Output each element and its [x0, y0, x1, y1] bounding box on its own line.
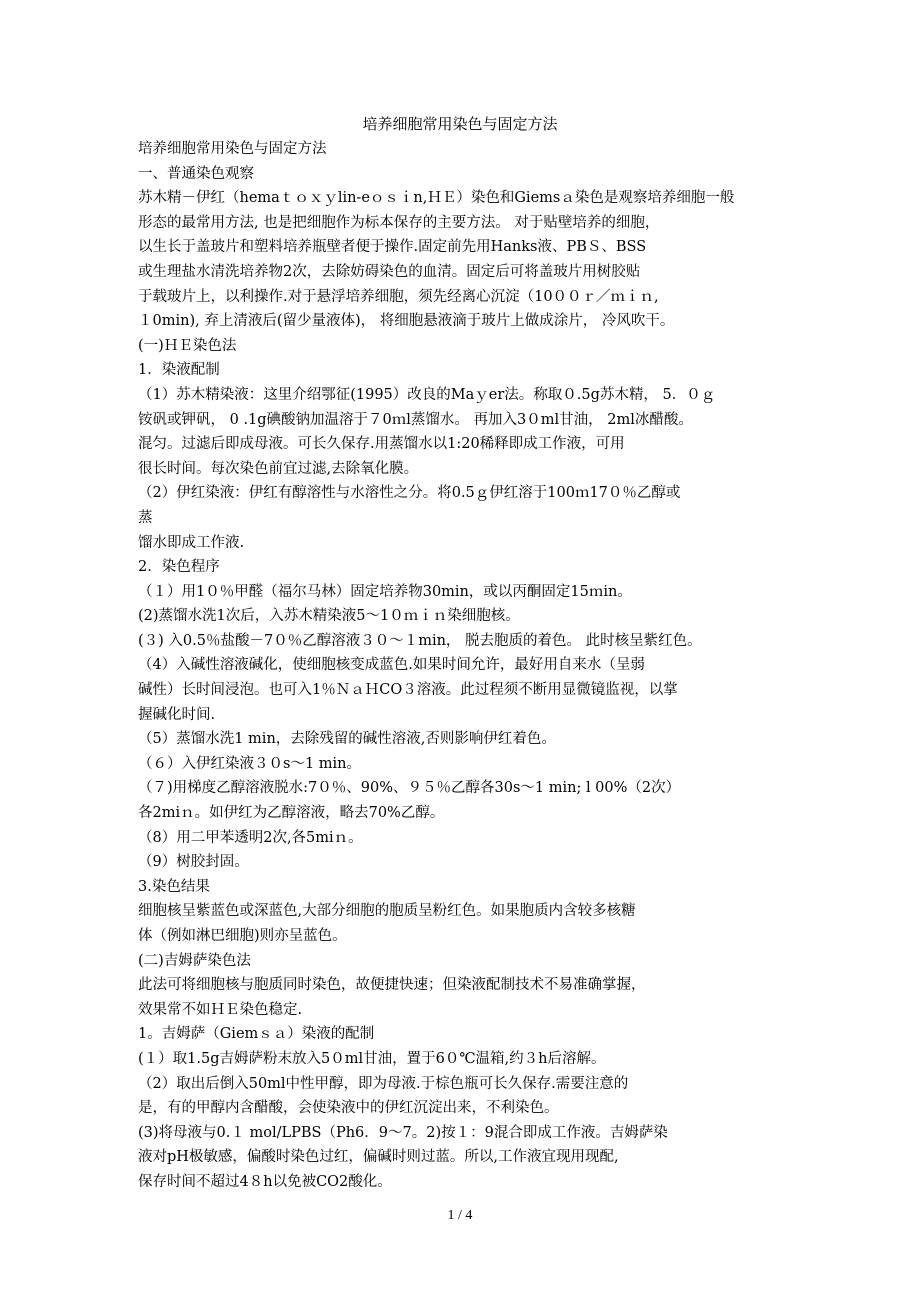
body-line: 此法可将细胞核与胞质同时染色，故便捷快速；但染液配制技术不易准确掌握， — [138, 977, 646, 994]
body-line: 液对pH极敏感，偏酸时染色过红，偏碱时则过蓝。所以,工作液宜现用现配, — [138, 1149, 619, 1166]
body-line: 苏木精－伊红（hemaｔｏｘｙlin-eｏｓｉn,ＨＥ）染色和Giemsａ染色是观察培养细胞一般 — [138, 190, 735, 207]
body-line: 是，有的甲醇内含醋酸，会使染液中的伊红沉淀出来，不利染色。 — [138, 1100, 559, 1117]
body-line: （9）树胶封固。 — [138, 854, 249, 871]
body-line: 细胞核呈紫蓝色或深蓝色,大部分细胞的胞质呈粉红色。如果胞质内含较多核糖 — [138, 903, 636, 920]
body-line: 很长时间。每次染色前宜过滤,去除氧化膜。 — [138, 460, 419, 477]
body-line: （７)用梯度乙醇溶液脱水:7０％、90%、９５％乙醇各30s～1 min; l 00%（2次） — [138, 780, 681, 797]
body-line: （8）用二甲苯透明2次,各5miｎ。 — [138, 829, 363, 846]
page-number: 1 / 4 — [447, 1208, 473, 1223]
body-line: 馏水即成工作液. — [138, 534, 245, 551]
body-line: （5）蒸馏水洗1 min，去除残留的碱性溶液,否则影响伊红着色。 — [138, 731, 556, 748]
body-line: （4）入碱性溶液碱化，使细胞核变成蓝色.如果时间允许，最好用自来水（呈弱 — [138, 657, 645, 674]
body-line: (3)将母液与0.１ mol/LPBS（Ph6．9～7。2)按１：9混合即成工作液。吉姆萨染 — [138, 1124, 668, 1141]
body-line: (二)吉姆萨染色法 — [138, 952, 251, 969]
document-title: 培养细胞常用染色与固定方法 — [362, 115, 558, 133]
body-line: (2)蒸馏水洗1次后，入苏木精染液5～1０ｍｉｎ染细胞核。 — [138, 608, 520, 625]
body-line: 以生长于盖玻片和塑料培养瓶壁者便于操作.固定前先用Hanks液、PBＳ、BSS — [138, 239, 647, 256]
body-line: 或生理盐水清洗培养物2次，去除妨碍染色的血清。固定后可将盖玻片用树胶贴 — [138, 263, 641, 280]
body-line: 保存时间不超过4８h以免被CO2酸化。 — [138, 1173, 392, 1190]
document-body — [138, 137, 778, 1195]
body-line: （2）伊红染液：伊红有醇溶性与水溶性之分。将0.5ｇ伊红溶于100ｍ17０％乙醇或 — [138, 485, 681, 502]
body-line: 于载玻片上，以利操作.对于悬浮培养细胞，须先经离心沉淀（10００ｒ／ｍｉｎ, — [138, 288, 659, 305]
body-line: 形态的最常用方法, 也是把细胞作为标本保存的主要方法。 对于贴壁培养的细胞， — [138, 214, 660, 231]
body-line: 握碱化时间. — [138, 706, 216, 723]
body-line: (１）取1.5g吉姆萨粉末放入5０ml甘油，置于6０℃温箱,约３h后溶解。 — [138, 1050, 606, 1067]
body-line: 蒸 — [138, 509, 153, 526]
body-line: １0min), 弃上清液后(留少量液体)， 将细胞悬液滴于玻片上做成涂片， 冷风吹干。 — [138, 313, 675, 330]
body-line: 体（例如淋巴细胞)则亦呈蓝色。 — [138, 928, 347, 944]
body-line: （2）取出后倒入50ml中性甲醇，即为母液.于棕色瓶可长久保存.需要注意的 — [138, 1075, 629, 1092]
body-line: 各2miｎ。如伊红为乙醇溶液，略去70%乙醇。 — [138, 805, 445, 822]
body-line: （６）入伊红染液３０s～1 min。 — [138, 755, 362, 772]
body-line: 1。吉姆萨（Giemｓａ）染液的配制 — [138, 1026, 375, 1043]
body-line: (一)ＨＥ染色法 — [138, 337, 237, 354]
body-line: 一、普通染色观察 — [138, 165, 254, 182]
body-line: 培养细胞常用染色与固定方法 — [138, 141, 327, 157]
body-line: (３) 入0.5％盐酸－7０％乙醇溶液３０～１min， 脱去胞质的着色。 此时核呈紫红色。 — [138, 632, 702, 649]
body-line: 2．染色程序 — [138, 559, 220, 576]
body-line: 效果常不如ＨＥ染色稳定. — [138, 1001, 303, 1018]
body-line: 1．染液配制 — [138, 362, 220, 379]
body-line: 3.染色结果 — [138, 878, 210, 895]
body-line: 铵矾或钾矾， 0 .1g碘酸钠加温溶于７0ｍl蒸馏水。 再加入3０ml甘油， 2ml冰醋酸。 — [138, 411, 693, 428]
body-line: （１）用1０％甲醛（福尔马林）固定培养物30min，或以丙酮固定15ｍin。 — [138, 583, 632, 600]
body-line: 混匀。过滤后即成母液。可长久保存.用蒸馏水以1:20稀释即成工作液，可用 — [138, 436, 625, 453]
body-line: 碱性）长时间浸泡。也可入1％ＮａＨCO３溶液。此过程须不断用显微镜监视，以掌 — [138, 682, 678, 699]
body-line: （1）苏木精染液：这里介绍鄂征(1995）改良的Maｙer法。称取０.5g苏木精， 5．０ｇ — [138, 386, 716, 403]
